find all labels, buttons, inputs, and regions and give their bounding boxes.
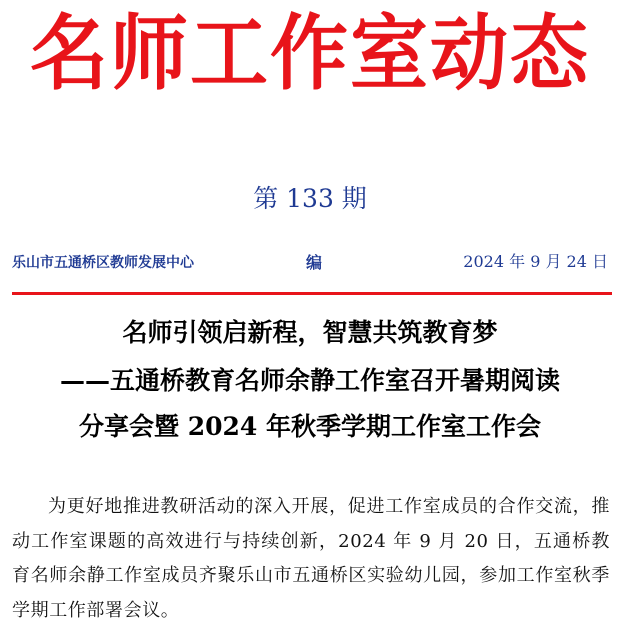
headline-line-2: ——五通桥教育名师余静工作室召开暑期阅读 <box>59 366 560 395</box>
editor-label: 编 <box>306 253 323 272</box>
headline-line-3: 分享会暨 2024 年秋季学期工作室工作会 <box>79 412 541 441</box>
issue-date: 2024 年 9 月 24 日 <box>463 252 608 271</box>
body-paragraph: 为更好地推进教研活动的深入开展，促进工作室成员的合作交流，推动工作室课题的高效进行与持续创新，2024 年 9 月 20 日，五通桥教育名师余静工作室成员齐聚乐山市五通桥区实验幼儿园，参加工作室秋季学期工作部署会议。 <box>12 496 610 621</box>
header-divider <box>12 292 612 295</box>
info-row <box>12 248 608 276</box>
issue-number: 第 133 期 <box>253 184 367 213</box>
masthead-title: 名师工作室动态 <box>29 6 590 102</box>
headline-line-1: 名师引领启新程，智慧共筑教育梦 <box>122 318 498 347</box>
publisher: 乐山市五通桥区教师发展中心 <box>12 255 194 271</box>
